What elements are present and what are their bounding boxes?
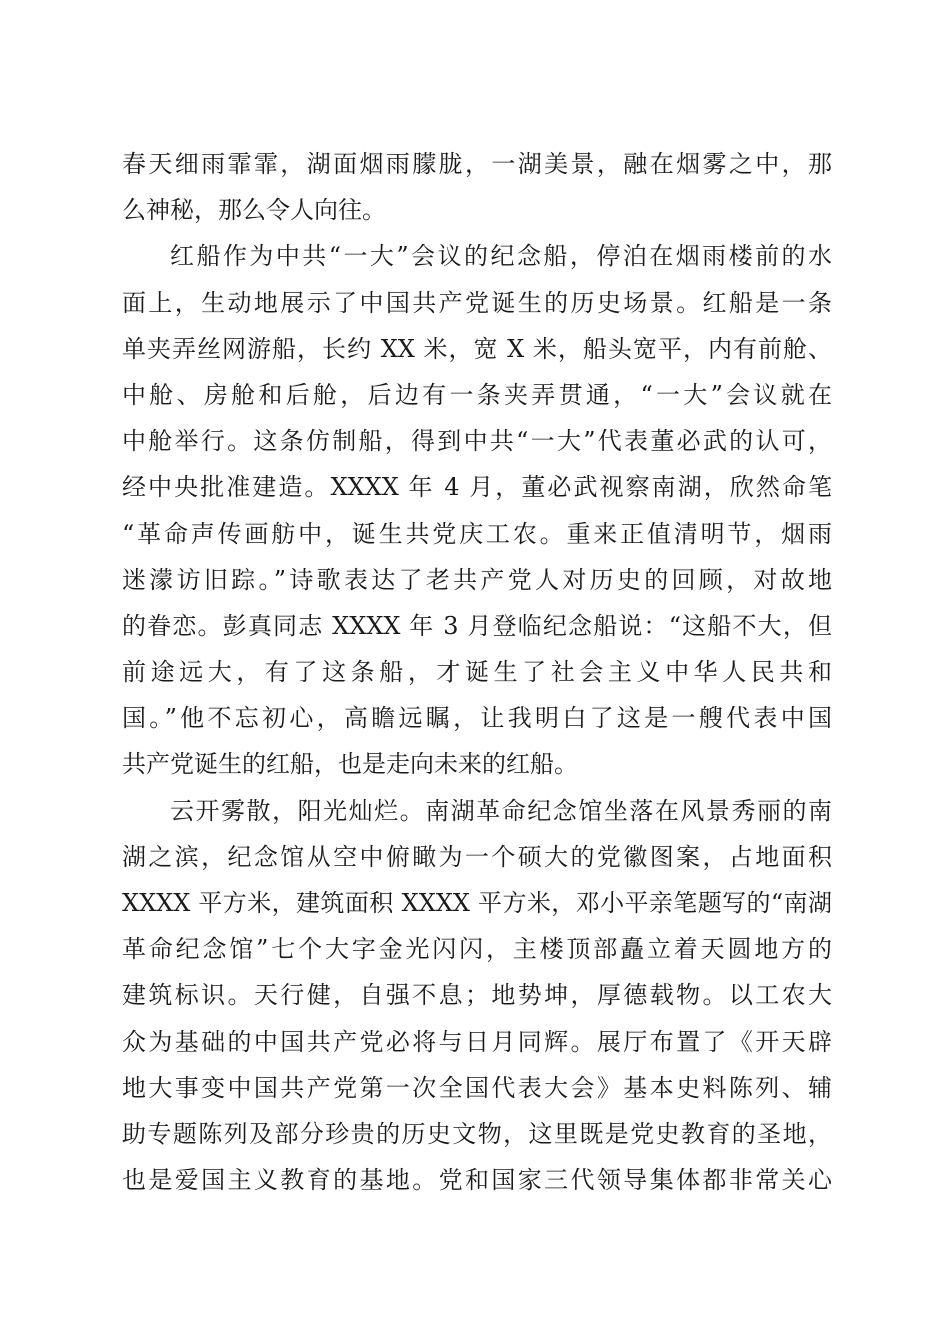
paragraph-3-line-2: 湖之滨，纪念馆从空中俯瞰为一个硕大的党徽图案，占地面积 [122, 842, 832, 871]
paragraph-2-line-11: 国。”他不忘初心，高瞻远瞩，让我明白了这是一艘代表中国 [122, 704, 832, 733]
paragraph-2-line-2: 面上，生动地展示了中国共产党诞生的历史场景。红船是一条 [122, 288, 832, 317]
paragraph-3-line-8: 助专题陈列及部分珍贵的历史文物，这里既是党史教育的圣地， [122, 1119, 832, 1148]
paragraph-3-line-7: 地大事变中国共产党第一次全国代表大会》基本史料陈列、辅 [122, 1073, 832, 1102]
paragraph-3-line-1: 云开雾散，阳光灿烂。南湖革命纪念馆坐落在风景秀丽的南 [170, 796, 832, 825]
paragraph-2-line-10: 前途远大，有了这条船，才诞生了社会主义中华人民共和 [122, 658, 832, 687]
paragraph-1-line-1: 春天细雨霏霏，湖面烟雨朦胧，一湖美景，融在烟雾之中，那 [122, 150, 832, 178]
paragraph-3-line-6: 众为基础的中国共产党必将与日月同辉。展厅布置了《开天辟 [122, 1027, 832, 1056]
paragraph-2-line-6: 经中央批准建造。XXXX 年 4 月，董必武视察南湖，欣然命笔 [122, 473, 832, 502]
paragraph-3-line-9: 也是爱国主义教育的基地。党和国家三代领导集体都非常关心 [122, 1166, 832, 1195]
paragraph-2-line-3: 单夹弄丝网游船，长约 XX 米，宽 X 米，船头宽平，内有前舱、 [122, 334, 832, 363]
paragraph-3-line-5: 建筑标识。天行健，自强不息；地势坤，厚德载物。以工农大 [122, 981, 832, 1010]
paragraph-2-line-8: 迷濛访旧踪。”诗歌表达了老共产党人对历史的回顾，对故地 [122, 565, 832, 594]
paragraph-2-line-7: “革命声传画舫中，诞生共党庆工农。重来正值清明节，烟雨 [122, 519, 832, 548]
paragraph-2-line-12: 共产党诞生的红船，也是走向未来的红船。 [122, 750, 578, 779]
paragraph-2-line-1: 红船作为中共“一大”会议的纪念船，停泊在烟雨楼前的水 [170, 242, 832, 271]
body-text [122, 141, 832, 1203]
paragraph-3-line-4: 革命纪念馆”七个大字金光闪闪，主楼顶部矗立着天圆地方的 [122, 935, 832, 964]
paragraph-3-line-3: XXXX 平方米，建筑面积 XXXX 平方米，邓小平亲笔题写的“南湖 [122, 889, 832, 917]
paragraph-1-line-2: 么神秘，那么令人向往。 [122, 196, 386, 225]
paragraph-2-line-9: 的眷恋。彭真同志 XXXX 年 3 月登临纪念船说：“这船不大，但 [122, 611, 832, 640]
paragraph-2-line-5: 中舱举行。这条仿制船，得到中共“一大”代表董必武的认可， [122, 427, 832, 456]
paragraph-2-line-4: 中舱、房舱和后舱，后边有一条夹弄贯通，“一大”会议就在 [122, 380, 832, 409]
